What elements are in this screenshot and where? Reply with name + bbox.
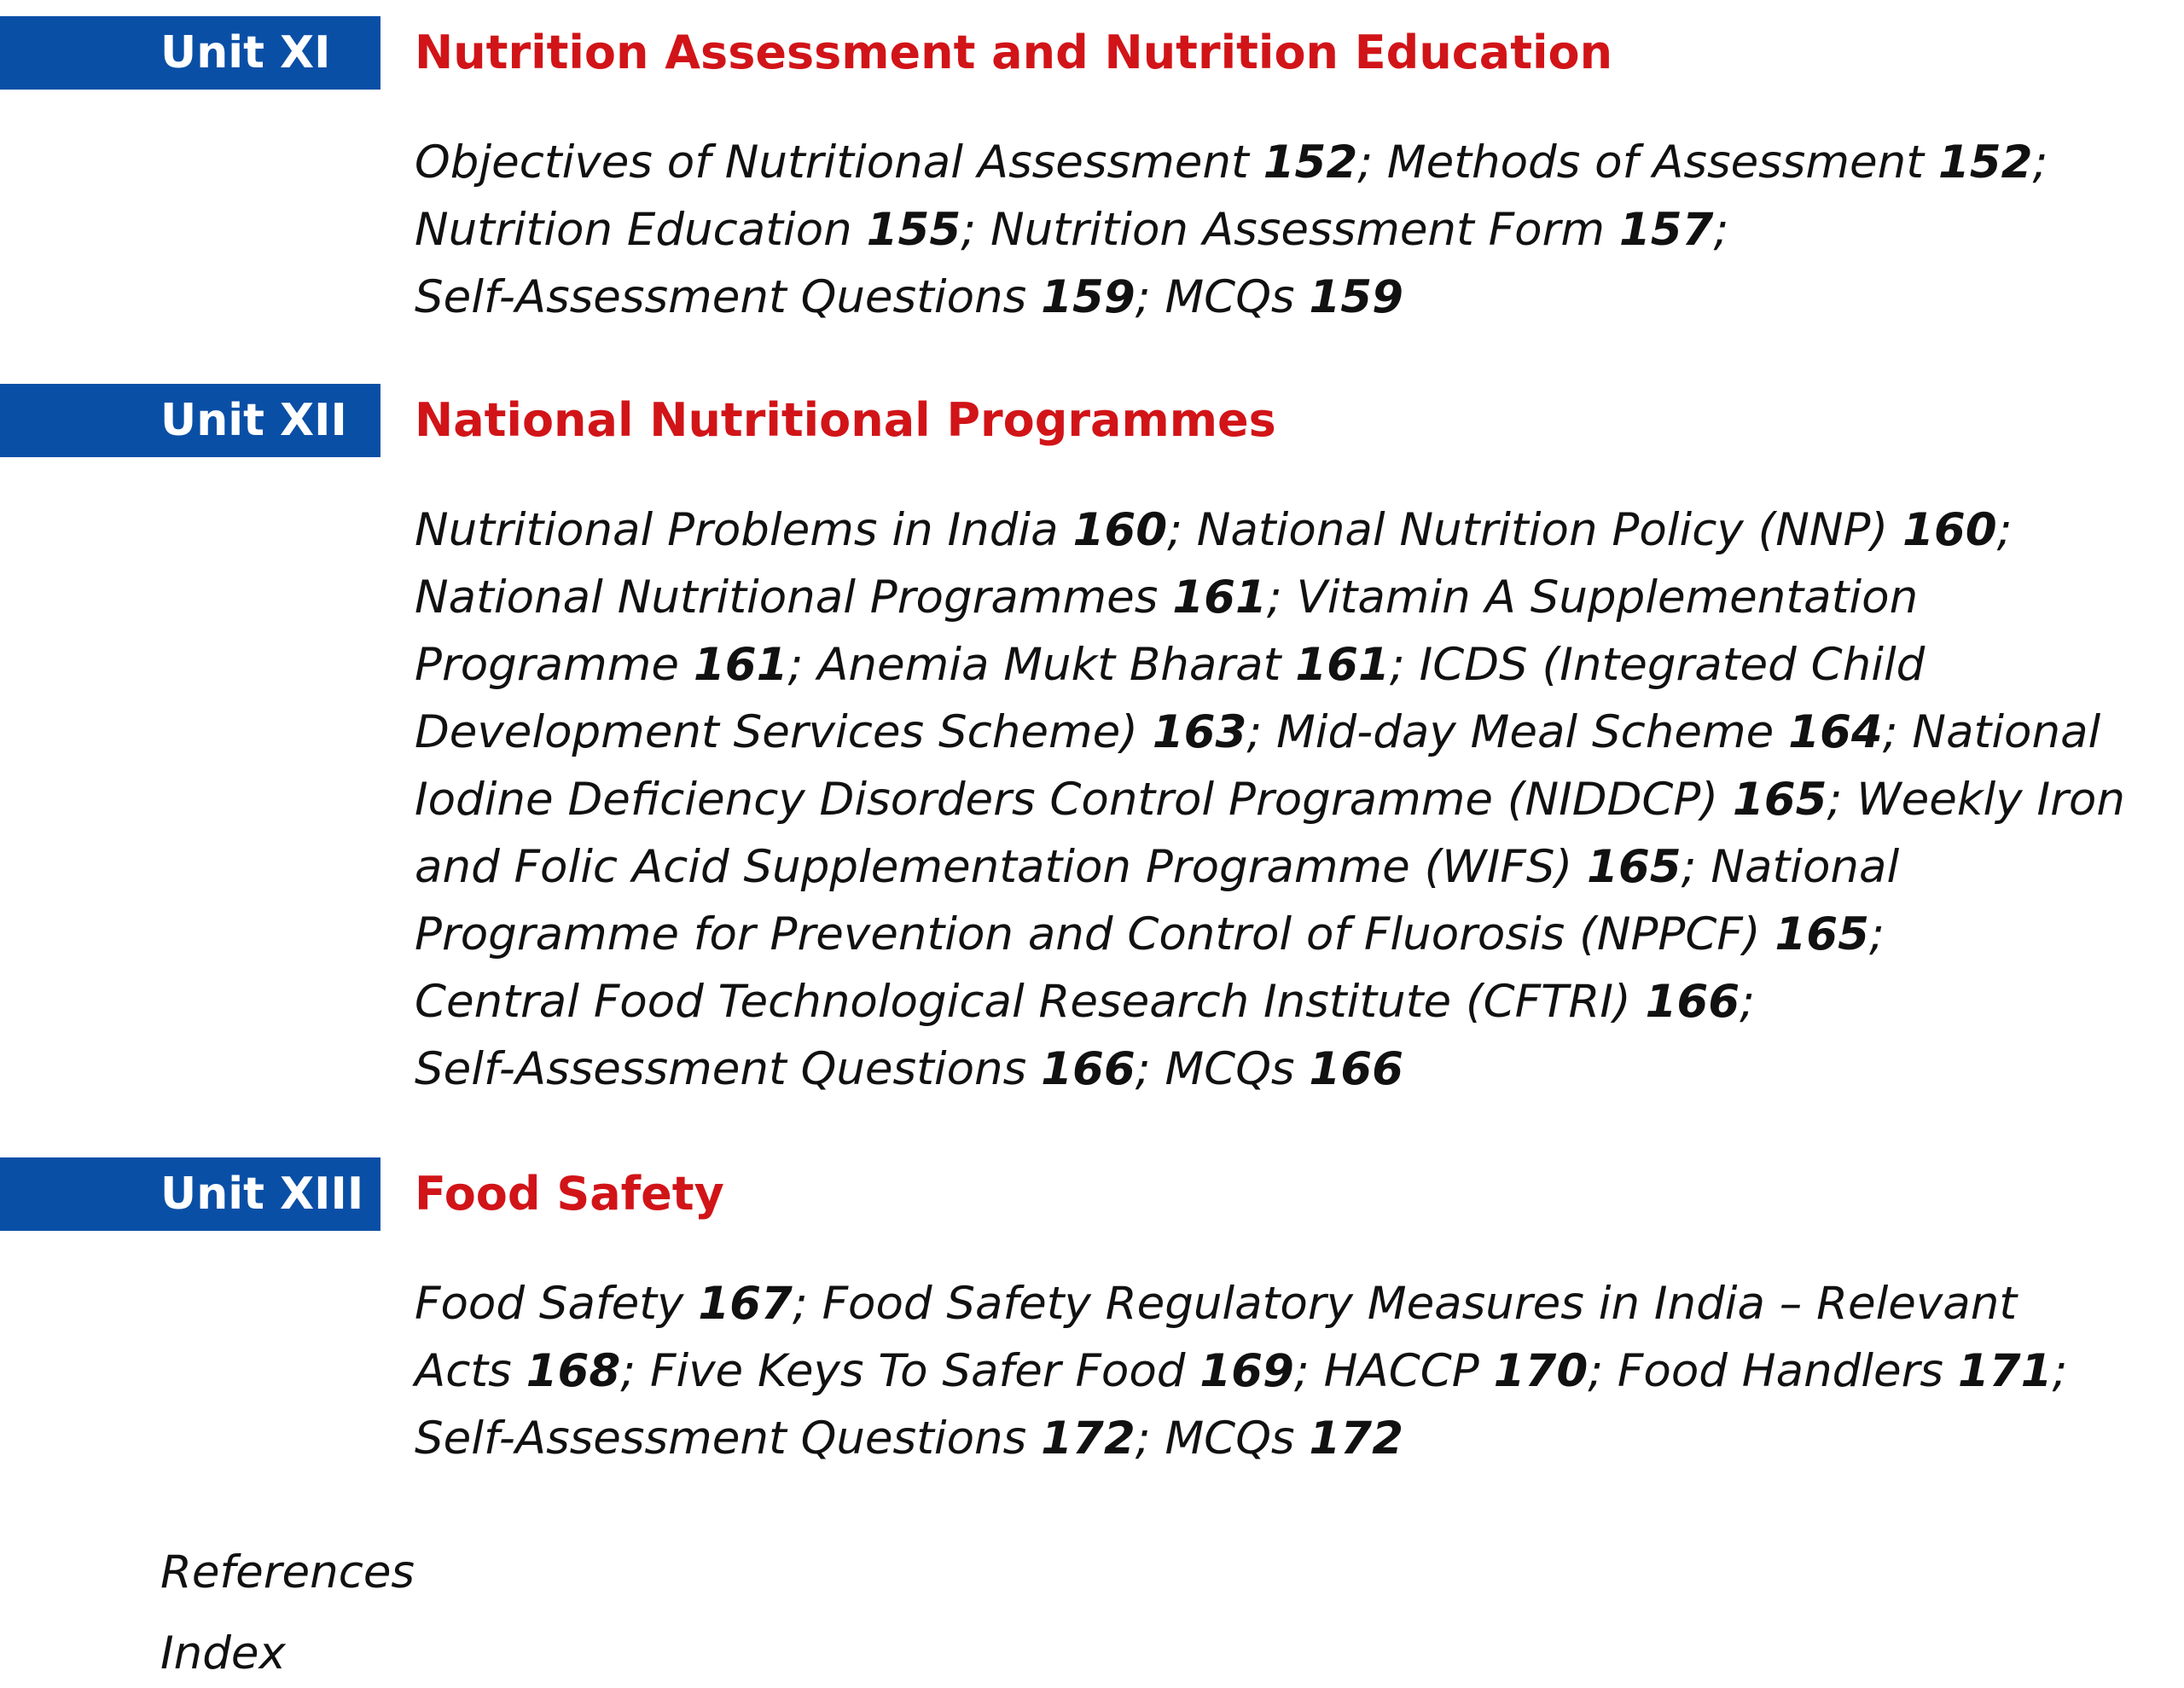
unit-title: Nutrition Assessment and Nutrition Education — [415, 26, 1613, 79]
topic-text: ; Vitamin A Supplementation — [1266, 571, 1919, 624]
page-number: 166 — [1309, 1043, 1404, 1095]
topic-line — [415, 129, 2164, 196]
unit-topics — [415, 1270, 2164, 1472]
topic-text: Acts — [415, 1345, 526, 1397]
topic-text: ; National — [1681, 841, 1900, 893]
topic-line — [415, 196, 2164, 264]
unit-title: National Nutritional Programmes — [415, 393, 1276, 447]
page-number: 157 — [1618, 204, 1714, 256]
topic-text: ; Food Safety Regulatory Measures in India – Relevant — [792, 1278, 2018, 1330]
unit-topics — [415, 129, 2164, 331]
topic-line — [415, 1337, 2164, 1405]
references-entry: References — [160, 1546, 415, 1598]
topic-text: ; MCQs — [1135, 271, 1310, 323]
topic-line — [415, 766, 2164, 833]
topic-text: and Folic Acid Supplementation Programme (WIFS) — [415, 841, 1587, 893]
page-number: 165 — [1732, 774, 1827, 826]
topic-text: ; National — [1882, 706, 2101, 758]
unit-topics — [415, 496, 2164, 1103]
topic-text: ; Methods of Assessment — [1357, 136, 1938, 189]
page-number: 159 — [1041, 271, 1136, 323]
topic-text: Self-Assessment Questions — [415, 271, 1042, 323]
unit-badge: Unit XI — [0, 16, 380, 90]
topic-line — [415, 699, 2164, 766]
page-number: 169 — [1199, 1345, 1294, 1397]
topic-line — [415, 968, 2164, 1035]
topic-text: ; — [1996, 504, 2013, 556]
page-number: 165 — [1587, 841, 1682, 893]
topic-text: ; — [2032, 136, 2048, 189]
page-number: 161 — [1172, 571, 1267, 624]
topic-text: ; Nutrition Assessment Form — [961, 204, 1619, 256]
page-number: 155 — [866, 204, 961, 256]
topic-text: ; Food Handlers — [1588, 1345, 1958, 1397]
topic-text: Self-Assessment Questions — [415, 1412, 1042, 1465]
topic-line — [415, 496, 2164, 564]
page-number: 166 — [1041, 1043, 1136, 1095]
topic-text: Development Services Scheme) — [415, 706, 1153, 758]
page-number: 165 — [1774, 908, 1870, 960]
topic-text: ; Weekly Iron — [1827, 774, 2125, 826]
index-entry: Index — [160, 1627, 286, 1679]
topic-line — [415, 1270, 2164, 1337]
topic-text: ; Mid-day Meal Scheme — [1246, 706, 1789, 758]
topic-text: Nutritional Problems in India — [415, 504, 1073, 556]
topic-text: ; — [2052, 1345, 2068, 1397]
page-number: 171 — [1957, 1345, 2053, 1397]
page-number: 168 — [526, 1345, 621, 1397]
page-number: 172 — [1309, 1412, 1404, 1465]
topic-text: ; — [1740, 976, 1756, 1028]
page-number: 164 — [1788, 706, 1883, 758]
topic-line — [415, 631, 2164, 699]
topic-line — [415, 564, 2164, 631]
topic-text: ; Five Keys To Safer Food — [620, 1345, 1200, 1397]
topic-text: Iodine Deficiency Disorders Control Programme (NIDDCP) — [415, 774, 1733, 826]
topic-text: National Nutritional Programmes — [415, 571, 1173, 624]
topic-text: Nutrition Education — [415, 204, 867, 256]
topic-line — [415, 1035, 2164, 1103]
topic-text: ; — [1713, 204, 1729, 256]
topic-text: Programme — [415, 639, 694, 691]
page-number: 152 — [1937, 136, 2033, 189]
unit-title: Food Safety — [415, 1167, 724, 1221]
topic-line — [415, 264, 2164, 331]
topic-text: ; ICDS (Integrated Child — [1389, 639, 1926, 691]
topic-line — [415, 901, 2164, 968]
page-number: 166 — [1645, 976, 1740, 1028]
topic-text: ; HACCP — [1293, 1345, 1494, 1397]
topic-line — [415, 833, 2164, 901]
topic-text: ; National Nutrition Policy (NNP) — [1167, 504, 1903, 556]
topic-text: ; — [1869, 908, 1885, 960]
topic-text: Programme for Prevention and Control of Fluorosis (NPPCF) — [415, 908, 1775, 960]
topic-text: Central Food Technological Research Institute (CFTRI) — [415, 976, 1646, 1028]
topic-text: ; MCQs — [1135, 1043, 1310, 1095]
topic-text: Objectives of Nutritional Assessment — [415, 136, 1263, 189]
topic-line — [415, 1405, 2164, 1472]
unit-badge: Unit XIII — [0, 1157, 380, 1231]
page-number: 163 — [1152, 706, 1247, 758]
topic-text: Food Safety — [415, 1278, 699, 1330]
page-number: 170 — [1493, 1345, 1589, 1397]
page-number: 172 — [1041, 1412, 1136, 1465]
page-number: 159 — [1309, 271, 1404, 323]
page-number: 161 — [1295, 639, 1390, 691]
page-number: 160 — [1902, 504, 1997, 556]
page-number: 161 — [693, 639, 788, 691]
page-number: 152 — [1263, 136, 1358, 189]
unit-badge: Unit XII — [0, 384, 380, 457]
topic-text: ; Anemia Mukt Bharat — [787, 639, 1296, 691]
page-number: 160 — [1072, 504, 1168, 556]
topic-text: ; MCQs — [1135, 1412, 1310, 1465]
topic-text: Self-Assessment Questions — [415, 1043, 1042, 1095]
page-number: 167 — [698, 1278, 793, 1330]
